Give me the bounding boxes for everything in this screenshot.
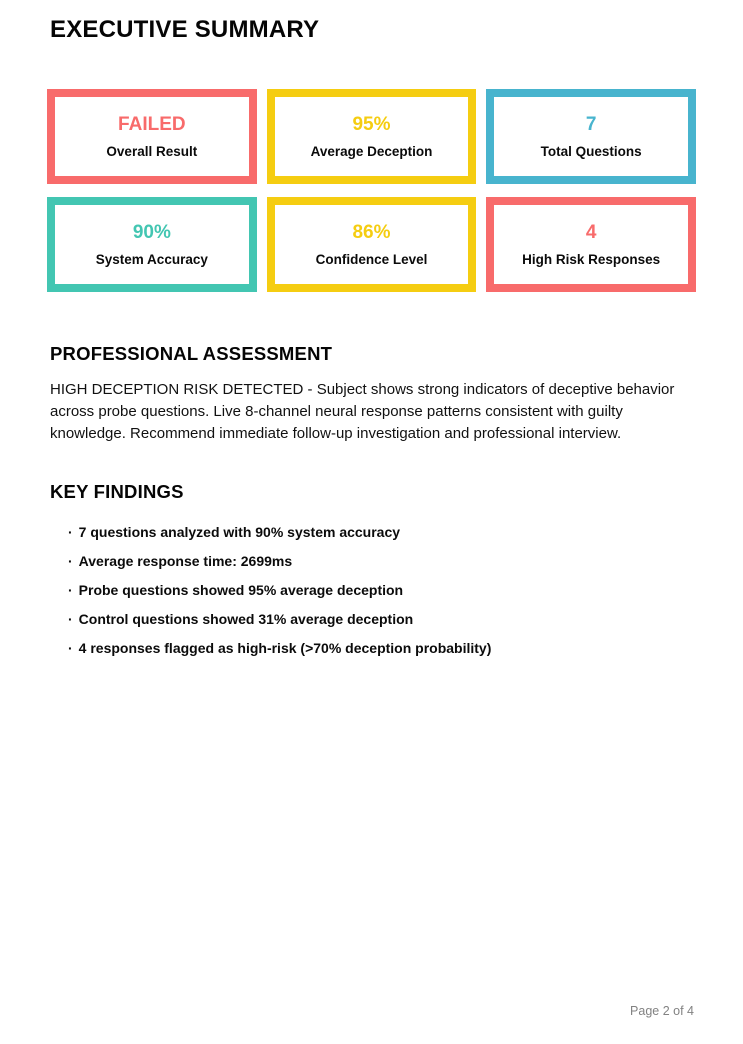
page-number: Page 2 of 4 — [630, 1004, 694, 1018]
finding-text: 7 questions analyzed with 90% system accuracy — [78, 524, 401, 540]
bullet-marker: · — [68, 553, 73, 569]
key-findings-list — [68, 525, 693, 656]
stat-card — [486, 197, 696, 292]
stat-card — [47, 197, 257, 292]
assessment-heading: PROFESSIONAL ASSESSMENT — [50, 343, 333, 364]
stat-card — [267, 197, 477, 292]
stat-card — [47, 89, 257, 184]
key-findings-heading: KEY FINDINGS — [50, 481, 184, 502]
stat-card-value: 7 — [585, 113, 597, 135]
stat-card-label: Total Questions — [540, 143, 642, 159]
stat-card-value: 86% — [352, 221, 391, 243]
finding-text: Probe questions showed 95% average deception — [78, 582, 404, 598]
stat-card-label: High Risk Responses — [522, 251, 661, 267]
bullet-marker: · — [68, 582, 73, 598]
stat-card-label: Confidence Level — [315, 251, 428, 267]
stat-card — [486, 89, 696, 184]
stat-card-label: System Accuracy — [95, 251, 208, 267]
page-title: EXECUTIVE SUMMARY — [50, 16, 320, 43]
stat-card — [267, 89, 477, 184]
stat-card-value: 90% — [132, 221, 171, 243]
stat-cards-grid — [47, 89, 696, 292]
stat-card-label: Average Deception — [310, 143, 433, 159]
bullet-marker: · — [68, 611, 73, 627]
list-item — [68, 525, 693, 540]
bullet-marker: · — [68, 524, 73, 540]
stat-card-value: FAILED — [118, 113, 186, 135]
stat-card-value: 4 — [585, 221, 597, 243]
list-item — [68, 583, 693, 598]
finding-text: Control questions showed 31% average deception — [78, 611, 414, 627]
list-item — [68, 554, 693, 569]
finding-text: Average response time: 2699ms — [78, 553, 293, 569]
finding-text: 4 responses flagged as high-risk (>70% deception probability) — [78, 640, 492, 656]
list-item — [68, 641, 693, 656]
bullet-marker: · — [68, 640, 73, 656]
stat-card-label: Overall Result — [106, 143, 198, 159]
list-item — [68, 612, 693, 627]
assessment-body-text: HIGH DECEPTION RISK DETECTED - Subject shows strong indicators of deceptive behavior across probe questions. Live 8-channel neural response patterns consistent with guilty knowledge. Recommend immediate follow-up investigation and professional interview. — [50, 381, 675, 442]
stat-card-value: 95% — [352, 113, 391, 135]
